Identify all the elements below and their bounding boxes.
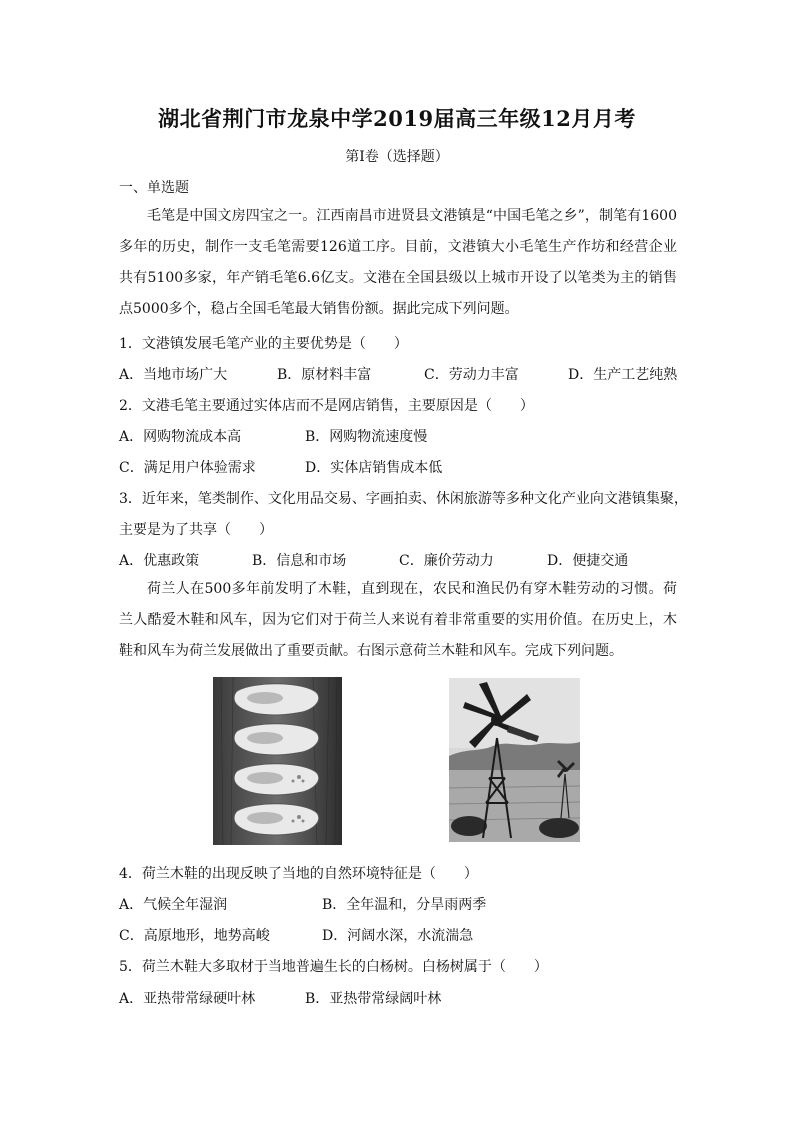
- question-2-option-c: C．满足用户体验需求: [119, 460, 256, 476]
- question-4-option-c: C．高原地形，地势高峻: [119, 928, 270, 944]
- exam-subtitle: 第Ⅰ卷（选择题）: [345, 149, 449, 165]
- question-1-stem: 1．文港镇发展毛笔产业的主要优势是（ ）: [119, 336, 408, 352]
- passage-clogs: 荷兰人在500多年前发明了木鞋，直到现在，农民和渔民仍有穿木鞋劳动的习惯。荷兰人酷爱木鞋和风车，因为它们对于荷兰人来说有着非常重要的实用价值。在历史上，木鞋和风车为荷兰发展做出了重要贡献。右图示意荷兰木鞋和风车。完成下列问题。: [119, 581, 677, 659]
- question-2-option-a: A．网购物流成本高: [119, 429, 242, 445]
- question-5-stem: 5．荷兰木鞋大多取材于当地普遍生长的白杨树。白杨树属于（ ）: [119, 959, 548, 975]
- question-4-option-d: D．河阔水深，水流湍急: [322, 928, 474, 944]
- question-2-option-d: D．实体店销售成本低: [305, 460, 443, 476]
- question-1-option-c: C．劳动力丰富: [424, 367, 519, 383]
- passage-brush: 毛笔是中国文房四宝之一。江西南昌市进贤县文港镇是“中国毛笔之乡”，制笔有1600多年的历史，制作一支毛笔需要126道工序。目前，文港镇大小毛笔生产作坊和经营企业共有5100多家，年产销毛笔6.6亿支。文港在全国县级以上城市开设了以笔类为主的销售点5000多个，稳占全国毛笔最大销售份额。据此完成下列问题。: [119, 208, 677, 317]
- question-3-option-c: C．廉价劳动力: [399, 553, 494, 569]
- question-4-option-b: B．全年温和，分旱雨两季: [322, 897, 487, 913]
- question-3-option-a: A．优惠政策: [119, 553, 200, 569]
- question-3-stem-line-2: 主要是为了共享（ ）: [119, 522, 273, 538]
- question-1-option-d: D．生产工艺纯熟: [568, 367, 678, 383]
- question-2-option-b: B．网购物流速度慢: [305, 429, 428, 445]
- question-3-option-d: D．便捷交通: [547, 553, 629, 569]
- section-heading: 一、单选题: [119, 180, 189, 196]
- question-1-option-a: A．当地市场广大: [119, 367, 228, 383]
- question-5-option-a: A．亚热带常绿硬叶林: [119, 991, 256, 1007]
- question-4-stem: 4．荷兰木鞋的出现反映了当地的自然环境特征是（ ）: [119, 866, 478, 882]
- question-4-option-a: A．气候全年湿润: [119, 897, 228, 913]
- question-3-stem-line-1: 3．近年来，笔类制作、文化用品交易、字画拍卖、休闲旅游等多种文化产业向文港镇集聚，: [119, 491, 688, 507]
- exam-title: 湖北省荆门市龙泉中学2019届高三年级12月月考: [158, 106, 636, 131]
- clogs-photo: [213, 677, 342, 845]
- question-2-stem: 2．文港毛笔主要通过实体店而不是网店销售，主要原因是（ ）: [119, 398, 534, 414]
- windmill-photo: [449, 678, 580, 842]
- question-1-option-b: B．原材料丰富: [277, 367, 372, 383]
- question-3-option-b: B．信息和市场: [252, 553, 347, 569]
- question-5-option-b: B．亚热带常绿阔叶林: [305, 991, 442, 1007]
